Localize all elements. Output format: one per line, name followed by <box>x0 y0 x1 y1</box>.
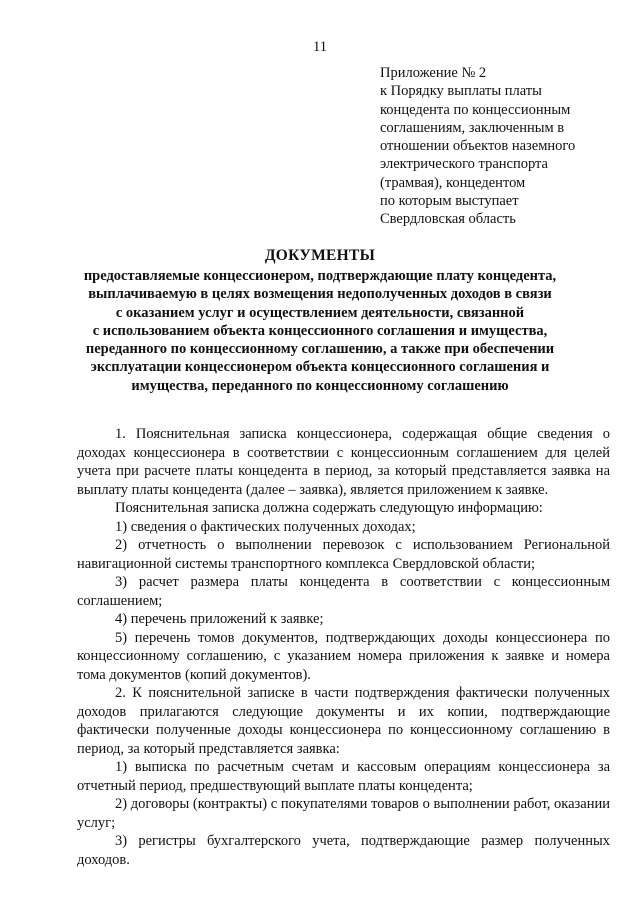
appendix-line: к Порядку выплаты платы <box>380 83 542 100</box>
appendix-line: соглашениям, заключенным в <box>380 119 565 136</box>
paragraph: 1) выписка по расчетным счетам и кассовым операциям концессионера за отчетный период, предшествующий выплате платы концедента; <box>77 759 610 794</box>
paragraph: 1) сведения о фактических полученных доходах; <box>115 518 416 535</box>
subtitle-line: выплачиваемую в целях возмещения недополученных доходов в связи <box>88 286 552 303</box>
paragraph: 3) регистры бухгалтерского учета, подтверждающие размер полученных доходов. <box>77 833 610 868</box>
subtitle-line: переданного по концессионному соглашению, а также при обеспечении <box>85 341 555 358</box>
paragraph: 2. К пояснительной записке в части подтверждения фактически полученных доходов прилагаются следующие документы и их копии, подтверждающие фактически полученные доходы концессионера по концессионному соглашению в период, за который представляется заявка: <box>77 685 610 757</box>
appendix-line: (трамвая), концедентом <box>380 174 526 191</box>
appendix-line: концедента по концессионным <box>380 101 571 118</box>
paragraph: 3) расчет размера платы концедента в соответствии с концессионным соглашением; <box>77 574 610 609</box>
appendix-line: Свердловская область <box>380 211 516 228</box>
subtitle-line: с оказанием услуг и осуществлением деятельности, связанной <box>115 304 525 321</box>
appendix-line: по которым выступает <box>380 193 519 210</box>
subtitle-line: с использованием объекта концессионного соглашения и имущества, <box>92 322 548 339</box>
paragraph: Пояснительная записка должна содержать следующую информацию: <box>115 500 543 516</box>
paragraph: 1. Пояснительная записка концессионера, содержащая общие сведения о доходах концессионера в соответствии с концессионным соглашением для целей учета при расчете платы концедента в период, за который представляется заявка на выплату платы концедента (далее – заявка), является приложением к заявке. <box>77 426 610 498</box>
paragraph: 2) отчетность о выполнении перевозок с использованием Региональной навигационной системы транспортного комплекса Свердловской области; <box>77 537 610 572</box>
document-subtitle <box>60 267 580 395</box>
appendix-header <box>380 64 630 229</box>
document-title: ДОКУМЕНТЫ <box>264 247 376 264</box>
document-body <box>77 425 610 869</box>
subtitle-line: предоставляемые концессионером, подтверждающие плату концедента, <box>83 268 557 284</box>
subtitle-line: имущества, переданного по концессионному соглашению <box>131 377 509 394</box>
paragraph: 4) перечень приложений к заявке; <box>115 611 324 627</box>
subtitle-line: эксплуатации концессионером объекта концессионного соглашения и <box>90 359 550 376</box>
paragraph: 2) договоры (контракты) с покупателями товаров о выполнении работ, оказании услуг; <box>77 796 610 831</box>
appendix-line: электрического транспорта <box>380 156 548 173</box>
appendix-line: отношении объектов наземного <box>380 138 576 155</box>
appendix-line: Приложение № 2 <box>380 65 487 81</box>
paragraph: 5) перечень томов документов, подтверждающих доходы концессионера по концессионному соглашению, с указанием номера приложения к заявке и номера тома документов (копий документов). <box>77 629 610 683</box>
page-number: 11 <box>313 39 327 55</box>
